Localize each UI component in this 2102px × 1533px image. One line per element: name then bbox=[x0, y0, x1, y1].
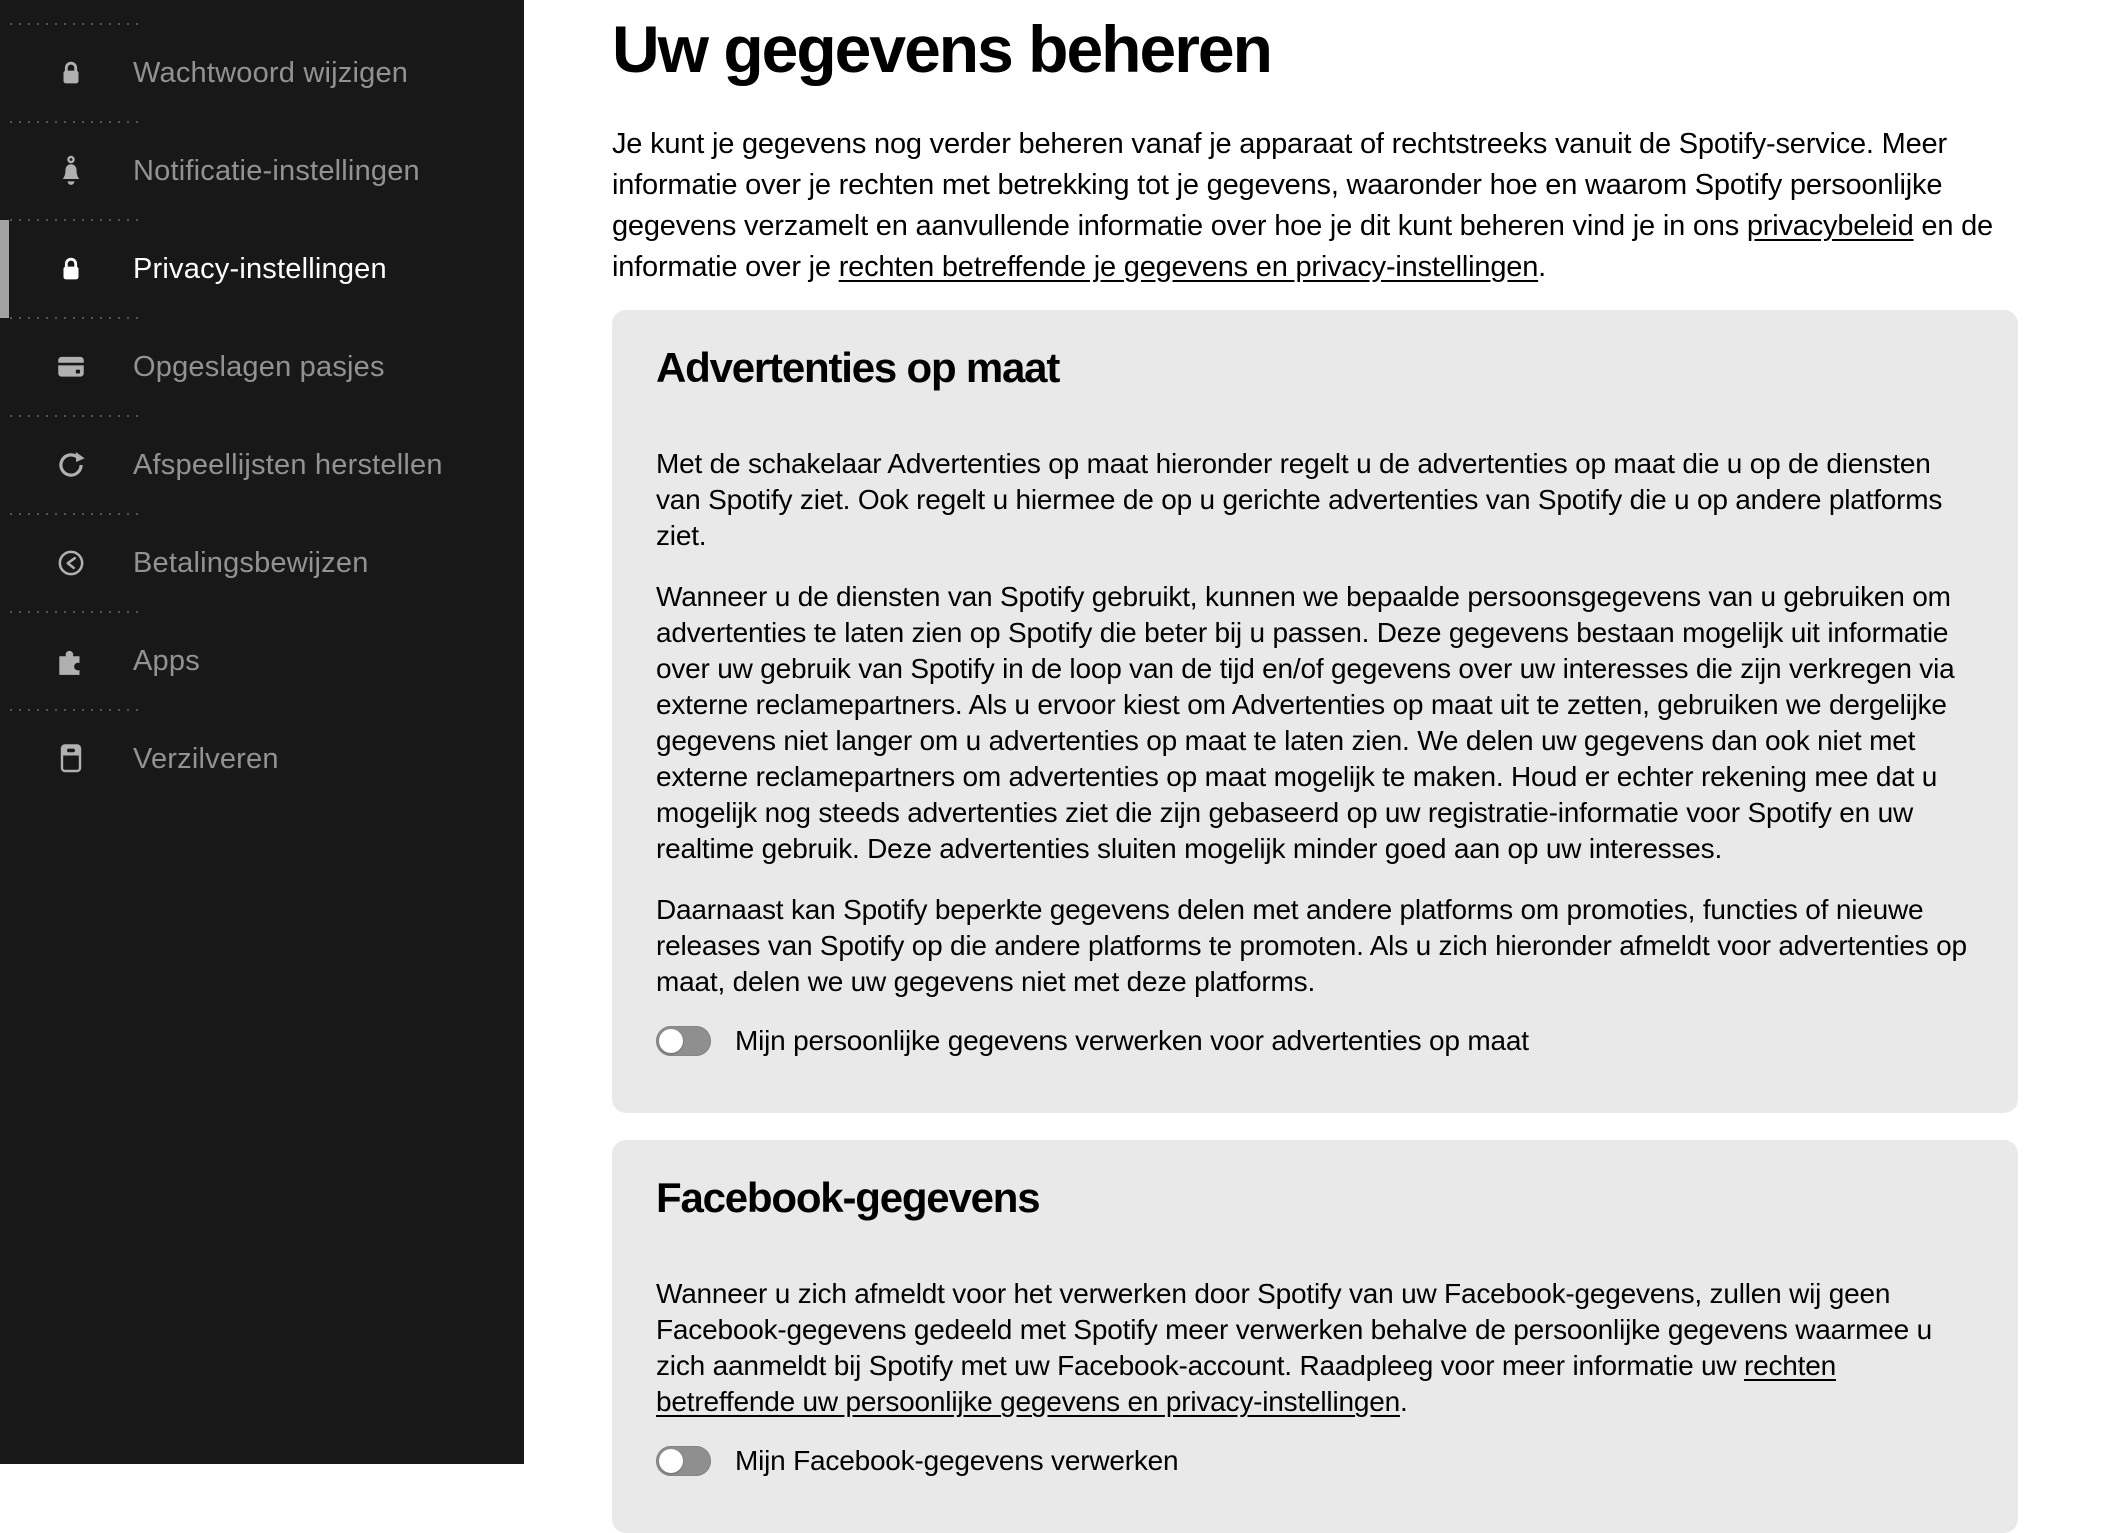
account-settings-sidebar bbox=[0, 0, 524, 1464]
sidebar-item-verzilveren[interactable] bbox=[0, 710, 524, 808]
toggle-knob bbox=[659, 1029, 683, 1053]
data-rights-link[interactable]: rechten betreffende je gegevens en privacy-instellingen bbox=[838, 250, 1539, 283]
sidebar-item-label: Afspeellijsten herstellen bbox=[133, 448, 443, 481]
credit-card-icon bbox=[52, 348, 90, 386]
facebook-text: . bbox=[1399, 1386, 1408, 1418]
sidebar-item-label: Betalingsbewijzen bbox=[133, 546, 369, 579]
sidebar-menu bbox=[0, 0, 524, 808]
sidebar-item-label: Verzilveren bbox=[133, 742, 279, 775]
sidebar-item-privacy-instellingen[interactable] bbox=[0, 220, 524, 318]
sidebar-item-label: Notificatie-instellingen bbox=[133, 154, 420, 187]
sidebar-item-afspeellijsten-herstellen[interactable] bbox=[0, 416, 524, 514]
tailored-ads-toggle[interactable] bbox=[656, 1026, 711, 1056]
lock-icon bbox=[52, 250, 90, 288]
tailored-ads-toggle-row bbox=[656, 1025, 1974, 1057]
card-paragraph: Daarnaast kan Spotify beperkte gegevens delen met andere platforms om promoties, functies of nieuwe releases van Spotify op die andere platforms te promoten. Als u zich hieronder afmeldt voor advertenties op maat, delen we uw gegevens niet met deze platforms. bbox=[656, 894, 1967, 998]
intro-text: . bbox=[1538, 250, 1546, 283]
card-heading: Advertenties op maat bbox=[656, 343, 1060, 391]
sidebar-item-betalingsbewijzen[interactable] bbox=[0, 514, 524, 612]
card-paragraph: Wanneer u de diensten van Spotify gebruikt, kunnen we bepaalde persoonsgegevens van u gebruiken om advertenties te laten zien op Spotify die beter bij u passen. Deze gegevens bestaan mogelijk uit informatie over uw gebruik van Spotify in de loop van de tijd en/of gegevens over uw interesses die zijn verkregen via externe reclamepartners. Als u ervoor kiest om Advertenties op maat uit te zetten, gebruiken we dergelijke gegevens niet langer om u advertenties op maat te laten zien. We delen uw gegevens dan ook niet met externe reclamepartners om advertenties op maat mogelijk te maken. Houd er echter rekening mee dat u mogelijk nog steeds advertenties ziet die zijn gebaseerd op uw registratie-informatie voor Spotify en uw realtime gebruik. Deze advertenties sluiten mogelijk minder goed aan op uw interesses. bbox=[656, 581, 1955, 865]
lock-icon bbox=[52, 54, 90, 92]
sidebar-item-notificatie-instellingen[interactable] bbox=[0, 122, 524, 220]
sidebar-item-label: Apps bbox=[133, 644, 200, 677]
card-paragraph: Met de schakelaar Advertenties op maat hieronder regelt u de advertenties op maat die u op de diensten van Spotify ziet. Ook regelt u hiermee de op u gerichte advertenties van Spotify die u op andere platforms ziet. bbox=[656, 448, 1943, 552]
sidebar-item-wachtwoord-wijzigen[interactable] bbox=[0, 24, 524, 122]
sidebar-item-label: Wachtwoord wijzigen bbox=[133, 56, 409, 89]
intro-paragraph bbox=[612, 124, 2018, 288]
clock-icon bbox=[52, 544, 90, 582]
facebook-data-toggle[interactable] bbox=[656, 1446, 711, 1476]
page-title: Uw gegevens beheren bbox=[612, 12, 1271, 86]
card-facebook-data bbox=[612, 1140, 2018, 1533]
facebook-text: Wanneer u zich afmeldt voor het verwerken door Spotify van uw Facebook-gegevens, zullen wij geen Facebook-gegevens gedeeld met Spotify meer verwerken behalve de persoonlijke gegevens waarmee u zich aanmeldt bij Spotify met uw Facebook-account. Raadpleeg voor meer informatie uw bbox=[656, 1278, 1932, 1382]
privacy-policy-link[interactable]: privacybeleid bbox=[1746, 209, 1914, 242]
restore-icon bbox=[52, 446, 90, 484]
gift-card-icon bbox=[52, 740, 90, 778]
card-paragraph bbox=[656, 1276, 1974, 1420]
intro-text: en de informatie over je bbox=[612, 209, 1993, 283]
toggle-knob bbox=[659, 1449, 683, 1473]
puzzle-icon bbox=[52, 642, 90, 680]
sidebar-item-apps[interactable] bbox=[0, 612, 524, 710]
toggle-label: Mijn persoonlijke gegevens verwerken voor advertenties op maat bbox=[735, 1025, 1529, 1057]
main-content bbox=[612, 0, 2018, 1533]
facebook-toggle-row bbox=[656, 1445, 1974, 1477]
card-heading: Facebook-gegevens bbox=[656, 1174, 1040, 1222]
sidebar-item-label: Opgeslagen pasjes bbox=[133, 350, 385, 383]
facebook-rights-link[interactable]: rechten betreffende uw persoonlijke gegevens en privacy-instellingen bbox=[656, 1350, 1836, 1418]
sidebar-item-label: Privacy-instellingen bbox=[133, 252, 387, 285]
card-tailored-ads bbox=[612, 310, 2018, 1113]
sidebar-item-opgeslagen-pasjes[interactable] bbox=[0, 318, 524, 416]
bell-icon bbox=[52, 152, 90, 190]
intro-text: Je kunt je gegevens nog verder beheren vanaf je apparaat of rechtstreeks vanuit de Spotify-service. Meer informatie over je rechten met betrekking tot je gegevens, waaronder hoe en waarom Spotify persoonlijke gegevens verzamelt en aanvullende informatie over hoe je dit kunt beheren vind je in ons bbox=[612, 127, 1947, 242]
toggle-label: Mijn Facebook-gegevens verwerken bbox=[735, 1445, 1179, 1477]
